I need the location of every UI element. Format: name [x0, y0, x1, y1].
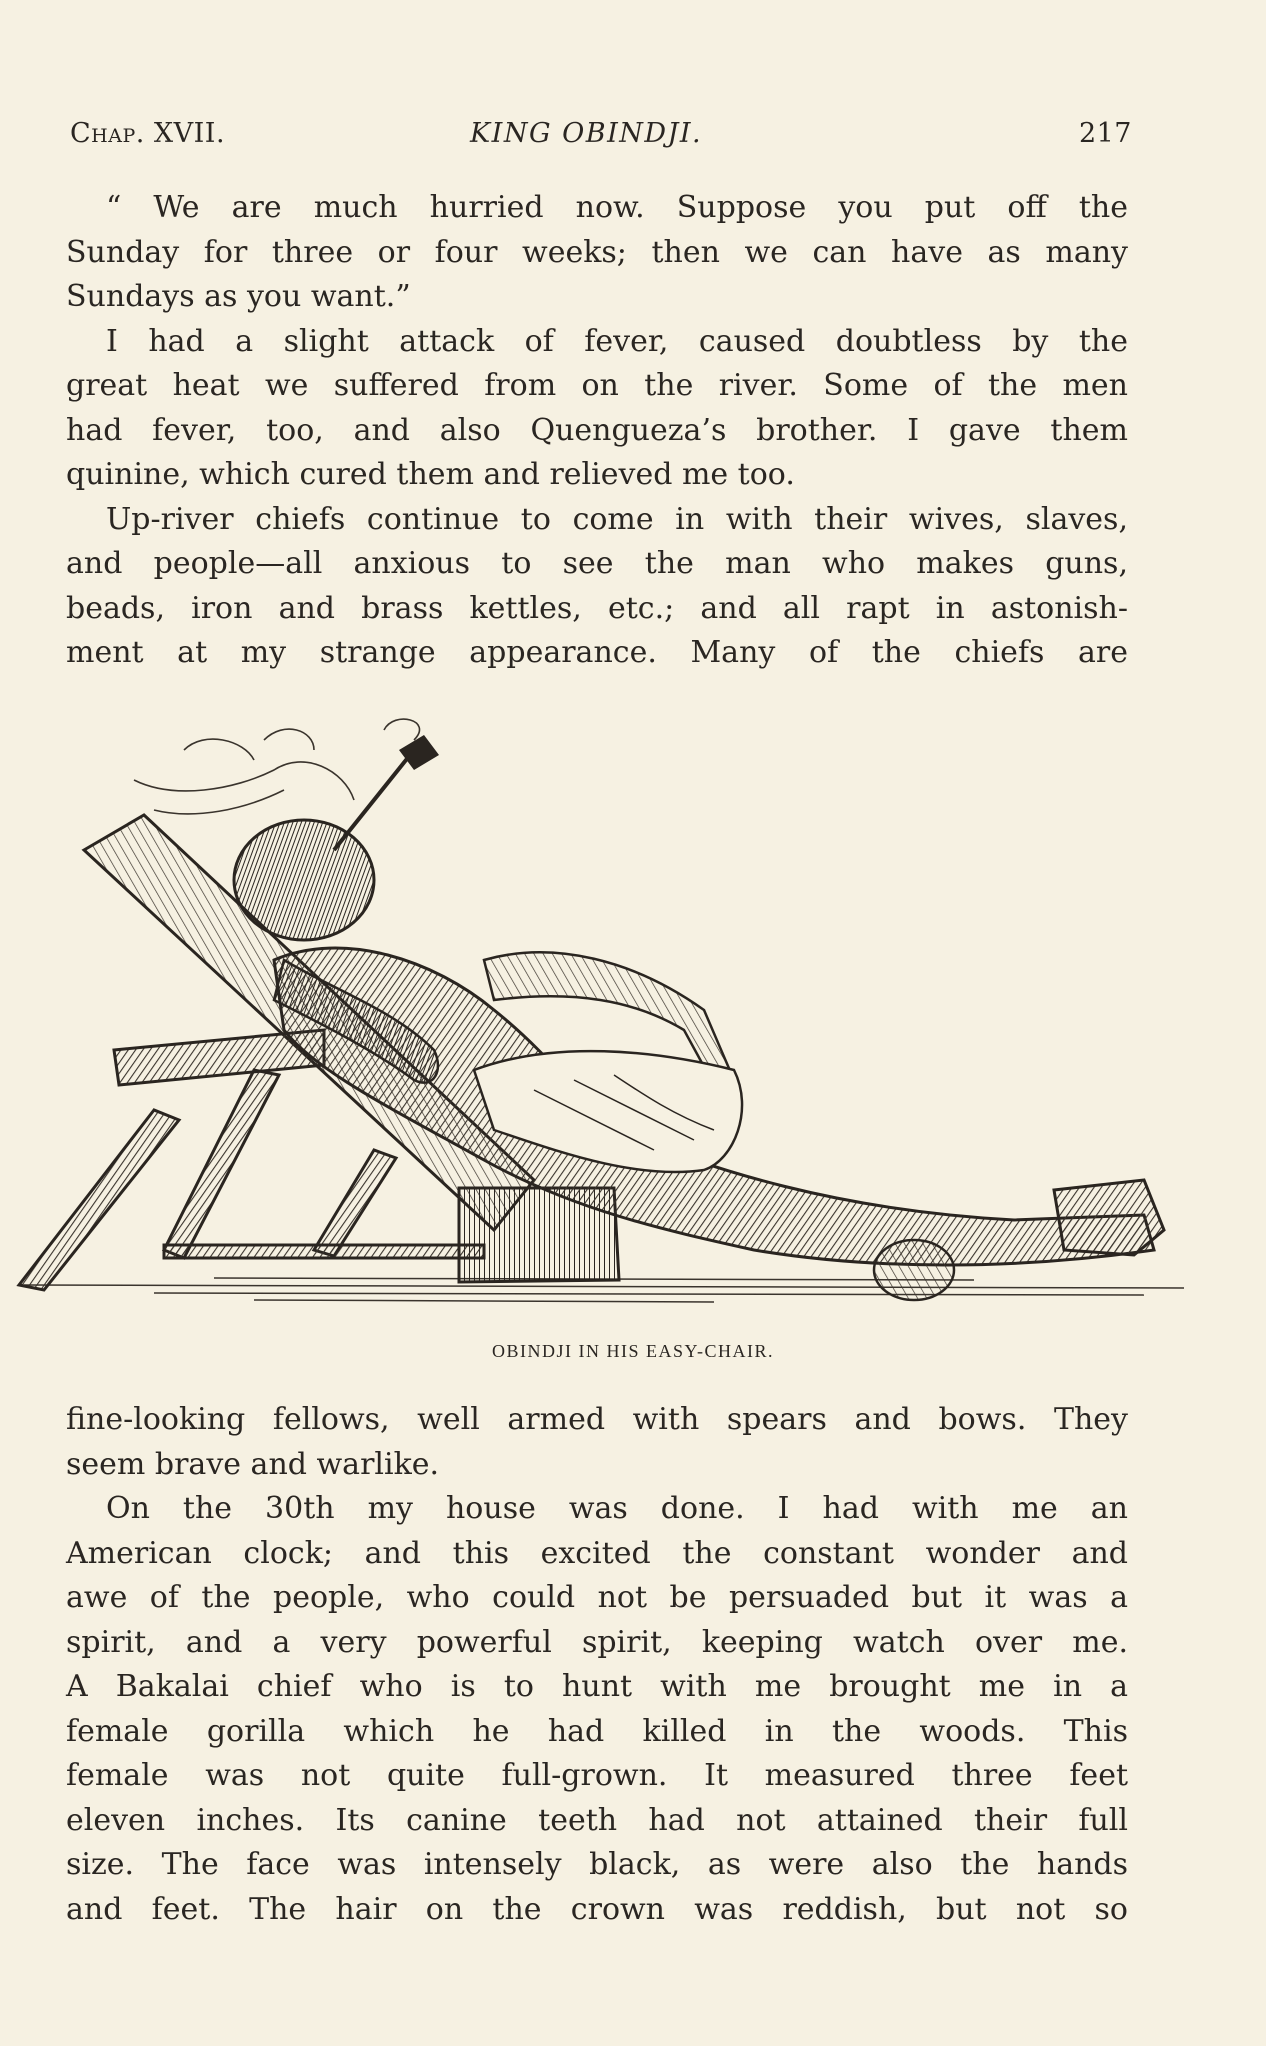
text-line: quinine, which cured them and relieved me too.: [66, 457, 795, 492]
knee: [874, 1240, 954, 1300]
text-line: had fever, too, and also Quengueza’s brother. I gave them: [66, 412, 1128, 448]
text-line: and people—all anxious to see the man who makes guns,: [66, 546, 1128, 581]
chapter-title: KING OBINDJI.: [470, 118, 703, 149]
text-line: I had a slight attack of fever, caused doubtless by the: [106, 323, 1128, 359]
text-line: fine-looking fellows, well armed with spears and bows. They: [66, 1402, 1128, 1437]
text-line: female gorilla which he had killed in the woods. This: [66, 1713, 1128, 1749]
text-line: great heat we suffered from on the river. Some of the men: [66, 368, 1128, 403]
text-line: size. The face was intensely black, as were also the hands: [66, 1847, 1128, 1882]
text-line: On the 30th my house was done. I had with me an: [106, 1491, 1128, 1526]
text-block-bottom: [66, 1398, 1128, 1932]
chapter-label: Chap. XVII.: [70, 118, 226, 149]
text-line: seem brave and warlike.: [66, 1446, 440, 1482]
page-number: 217: [1078, 118, 1132, 149]
text-line: eleven inches. Its canine teeth had not attained their full: [66, 1802, 1128, 1838]
text-line: awe of the people, who could not be persuaded but it was a: [66, 1580, 1128, 1615]
text-block-top: [66, 186, 1128, 676]
text-line: Sunday for three or four weeks; then we can have as many: [66, 234, 1128, 270]
text-line: female was not quite full-grown. It measured three feet: [66, 1758, 1128, 1793]
text-line: spirit, and a very powerful spirit, keeping watch over me.: [66, 1624, 1128, 1660]
head: [234, 820, 374, 940]
figure-caption: OBINDJI IN HIS EASY-CHAIR.: [492, 1341, 774, 1361]
text-line: beads, iron and brass kettles, etc.; and all rapt in astonish-: [66, 590, 1128, 626]
text-line: ment at my strange appearance. Many of the chiefs are: [66, 635, 1128, 670]
text-line: American clock; and this excited the constant wonder and: [66, 1535, 1128, 1571]
text-line: Up-river chiefs continue to come in with their wives, slaves,: [106, 501, 1128, 537]
text-line: A Bakalai chief who is to hunt with me brought me in a: [66, 1669, 1128, 1704]
pipe: [334, 750, 414, 850]
text-line: and feet. The hair on the crown was reddish, but not so: [66, 1891, 1128, 1927]
text-line: “ We are much hurried now. Suppose you put off the: [106, 190, 1128, 225]
running-head: [70, 118, 1132, 158]
text-line: Sundays as you want.”: [66, 279, 411, 314]
engraving-illustration: [14, 710, 1194, 1330]
pipe-bowl: [399, 735, 439, 770]
feet: [1054, 1180, 1164, 1255]
